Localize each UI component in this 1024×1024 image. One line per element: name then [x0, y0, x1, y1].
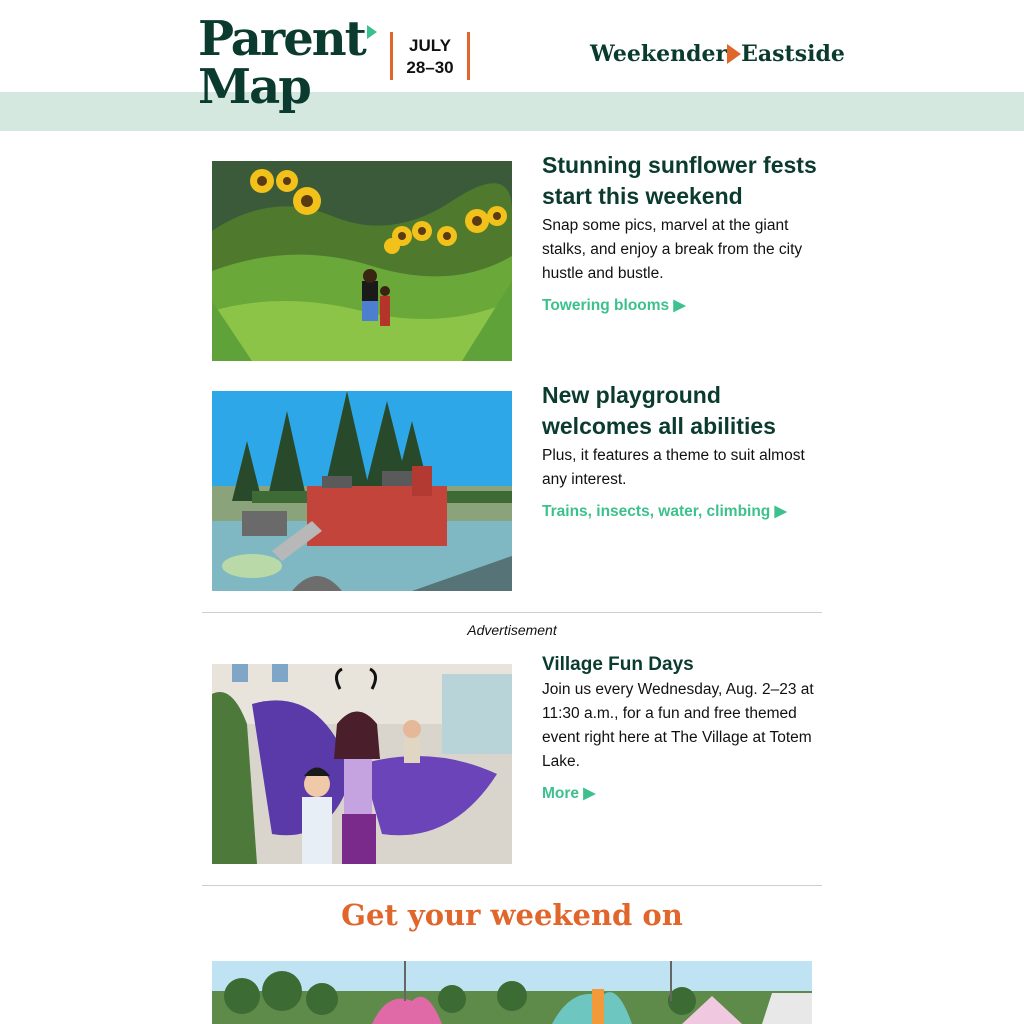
weekend-heading: Get your weekend on — [341, 898, 683, 932]
edition-nav — [590, 38, 845, 70]
sunflower-photo[interactable] — [212, 161, 512, 361]
date-month: JULY — [409, 36, 451, 55]
header-band — [0, 92, 1024, 131]
nav-weekender[interactable]: Weekender — [590, 41, 728, 67]
logo-word-parent: Parent — [198, 11, 365, 67]
date-range: 28–30 — [406, 58, 454, 77]
article-summary: Plus, it features a theme to suit almost any interest. — [542, 447, 805, 488]
ad-title[interactable]: Village Fun Days — [542, 654, 694, 675]
advertisement-label: Advertisement — [467, 622, 557, 638]
divider — [202, 885, 822, 886]
ad-village-fun-days — [542, 652, 827, 803]
article-sunflower — [542, 150, 827, 315]
weekend-event-photo[interactable] — [212, 961, 812, 1024]
article-summary: Snap some pics, marvel at the giant stalks, and enjoy a break from the city hustle and bustle. — [542, 217, 803, 282]
more-link[interactable]: More ▶ — [542, 785, 596, 802]
towering-blooms-link[interactable]: Towering blooms ▶ — [542, 297, 686, 314]
village-fun-days-photo[interactable] — [212, 664, 512, 864]
playground-photo[interactable] — [212, 391, 512, 591]
arrow-right-icon — [727, 44, 741, 64]
divider — [202, 612, 822, 613]
parentmap-logo[interactable] — [198, 11, 377, 115]
article-title[interactable]: Stunning sunflower fests start this weekend — [542, 152, 817, 209]
playground-link[interactable]: Trains, insects, water, climbing ▶ — [542, 503, 787, 520]
logo-word-map: Map — [198, 59, 310, 115]
ad-summary: Join us every Wednesday, Aug. 2–23 at 11:30 a.m., for a fun and free themed event right here at The Village at Totem Lake. — [542, 681, 814, 770]
article-playground — [542, 380, 827, 521]
date-badge — [390, 32, 470, 80]
article-title[interactable]: New playground welcomes all abilities — [542, 382, 776, 439]
logo-arrow-icon — [367, 25, 377, 39]
nav-eastside[interactable]: Eastside — [741, 41, 845, 67]
